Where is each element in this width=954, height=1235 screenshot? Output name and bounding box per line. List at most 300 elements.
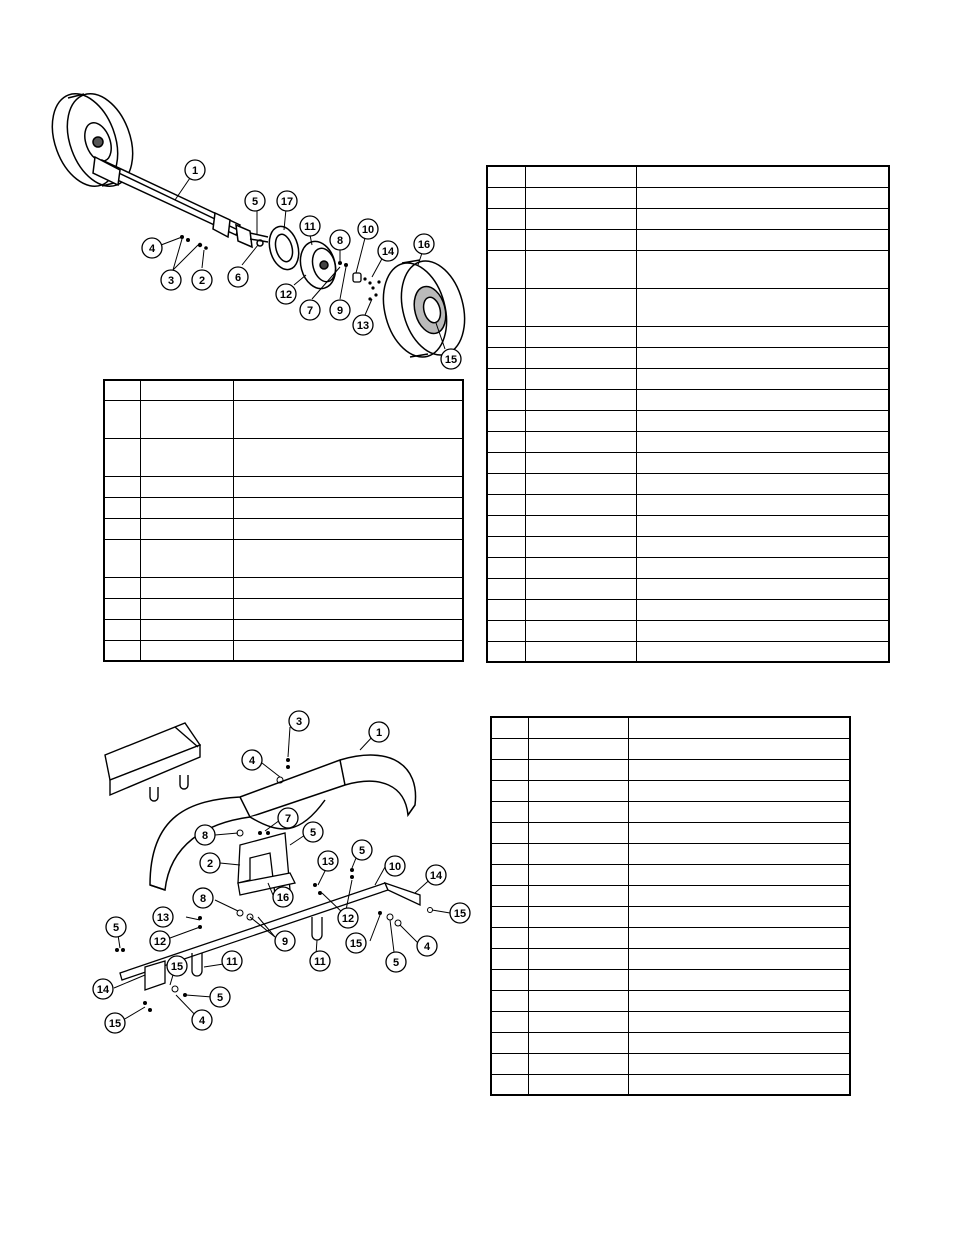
svg-text:14: 14: [429, 870, 443, 882]
axle-left-row: [104, 400, 463, 438]
item-cell: [487, 536, 525, 557]
fender-callout-5c: [106, 917, 126, 937]
axle-left-row: [104, 640, 463, 661]
part-number-cell: [528, 759, 628, 780]
fender-row: [491, 864, 850, 885]
part-number-cell: [140, 577, 233, 598]
item-cell: [487, 326, 525, 347]
item-cell: [487, 166, 525, 187]
axle-left-row: [104, 438, 463, 476]
fender-callout-4b: [417, 936, 437, 956]
callout-12: [276, 284, 296, 304]
svg-text:6: 6: [234, 272, 242, 284]
right-tire: [374, 254, 475, 364]
fender-diagram-svg: [90, 705, 480, 1040]
axle-parts-table-right: [486, 165, 890, 663]
axle-right-row: [487, 431, 889, 452]
description-cell: [636, 557, 889, 578]
part-number-cell: [525, 557, 636, 578]
description-cell: [636, 166, 889, 187]
description-cell: [636, 641, 889, 662]
fender-callout-15b: [346, 933, 366, 953]
svg-text:4: 4: [198, 1015, 206, 1027]
item-cell: [487, 557, 525, 578]
part-number-cell: [528, 1074, 628, 1095]
fender-row: [491, 885, 850, 906]
item-cell: [491, 717, 528, 738]
description-cell: [628, 843, 850, 864]
axle-right-row: [487, 578, 889, 599]
callout-14: [378, 241, 398, 261]
part-number-cell: [525, 229, 636, 250]
svg-text:5: 5: [216, 992, 224, 1004]
part-number-cell: [528, 780, 628, 801]
fender-row: [491, 780, 850, 801]
axle-right-row: [487, 326, 889, 347]
svg-text:8: 8: [199, 893, 207, 905]
item-cell: [491, 885, 528, 906]
part-number-cell: [528, 864, 628, 885]
fender-callout-10: [385, 856, 405, 876]
item-cell: [487, 368, 525, 389]
item-cell: [491, 822, 528, 843]
svg-text:5: 5: [309, 827, 317, 839]
axle-right-row: [487, 494, 889, 515]
axle-right-row: [487, 473, 889, 494]
part-number-cell: [525, 250, 636, 288]
fender-callout-16: [273, 887, 293, 907]
item-cell: [104, 619, 140, 640]
description-cell: [233, 380, 463, 400]
fender-callout-14: [426, 865, 446, 885]
part-number-cell: [528, 948, 628, 969]
svg-text:14: 14: [96, 984, 110, 996]
fender-row: [491, 738, 850, 759]
fender-callout-5: [303, 822, 323, 842]
description-cell: [636, 347, 889, 368]
svg-text:2: 2: [198, 275, 206, 287]
svg-text:9: 9: [281, 936, 289, 948]
item-cell: [491, 927, 528, 948]
item-cell: [491, 1074, 528, 1095]
fender-row: [491, 801, 850, 822]
svg-text:12: 12: [341, 913, 355, 925]
svg-text:11: 11: [304, 221, 316, 233]
axle-left-row: [104, 380, 463, 400]
part-number-cell: [525, 620, 636, 641]
fender-exploded-diagram: [90, 705, 480, 1040]
description-cell: [233, 518, 463, 539]
item-cell: [491, 1011, 528, 1032]
description-cell: [636, 288, 889, 326]
callout-4: [142, 238, 162, 258]
fender-callout-11b: [310, 951, 330, 971]
item-cell: [491, 738, 528, 759]
description-cell: [636, 389, 889, 410]
part-number-cell: [525, 288, 636, 326]
item-cell: [104, 598, 140, 619]
callout-5: [245, 191, 265, 211]
fender-row: [491, 906, 850, 927]
item-cell: [491, 948, 528, 969]
description-cell: [628, 759, 850, 780]
svg-text:9: 9: [336, 305, 344, 317]
part-number-cell: [525, 431, 636, 452]
axle-right-row: [487, 557, 889, 578]
fender-callout-5d: [386, 952, 406, 972]
svg-text:10: 10: [388, 861, 402, 873]
axle-table-left-body: [104, 380, 463, 661]
item-cell: [487, 494, 525, 515]
description-cell: [628, 1074, 850, 1095]
description-cell: [628, 948, 850, 969]
part-number-cell: [528, 738, 628, 759]
item-cell: [104, 518, 140, 539]
axle-right-row: [487, 347, 889, 368]
part-number-cell: [140, 400, 233, 438]
part-number-cell: [140, 380, 233, 400]
fender-row: [491, 990, 850, 1011]
svg-text:7: 7: [306, 305, 314, 317]
part-number-cell: [140, 438, 233, 476]
description-cell: [233, 438, 463, 476]
part-number-cell: [140, 539, 233, 577]
description-cell: [628, 864, 850, 885]
svg-text:15: 15: [453, 908, 467, 920]
fender-row: [491, 1053, 850, 1074]
part-number-cell: [525, 347, 636, 368]
item-cell: [487, 641, 525, 662]
fender-row: [491, 948, 850, 969]
svg-text:15: 15: [349, 938, 363, 950]
description-cell: [636, 620, 889, 641]
fender-callout-4c: [192, 1010, 212, 1030]
svg-text:4: 4: [248, 755, 256, 767]
part-number-cell: [528, 1011, 628, 1032]
fender-callout-15d: [105, 1013, 125, 1033]
item-cell: [491, 1032, 528, 1053]
callout-15: [441, 349, 461, 369]
description-cell: [636, 368, 889, 389]
part-number-cell: [140, 476, 233, 497]
part-number-cell: [525, 452, 636, 473]
part-number-cell: [140, 619, 233, 640]
part-number-cell: [528, 990, 628, 1011]
part-number-cell: [525, 515, 636, 536]
part-number-cell: [525, 641, 636, 662]
fender-callout-14b: [93, 979, 113, 999]
part-number-cell: [525, 599, 636, 620]
description-cell: [233, 598, 463, 619]
fender-callout-13b: [153, 907, 173, 927]
axle-right-row: [487, 250, 889, 288]
description-cell: [636, 494, 889, 515]
description-cell: [636, 250, 889, 288]
callout-1: [185, 160, 205, 180]
part-number-cell: [528, 1053, 628, 1074]
svg-text:7: 7: [284, 813, 292, 825]
axle-left-row: [104, 539, 463, 577]
fender-row: [491, 1032, 850, 1053]
fender-callout-8: [195, 825, 215, 845]
axle-exploded-diagram: [40, 85, 480, 375]
item-cell: [487, 250, 525, 288]
fender-callout-8b: [193, 888, 213, 908]
fender-callout-4: [242, 750, 262, 770]
part-number-cell: [525, 494, 636, 515]
description-cell: [628, 885, 850, 906]
part-number-cell: [140, 518, 233, 539]
svg-text:11: 11: [314, 956, 326, 968]
part-number-cell: [525, 187, 636, 208]
axle-right-row: [487, 208, 889, 229]
fender-row: [491, 969, 850, 990]
item-cell: [487, 389, 525, 410]
description-cell: [636, 326, 889, 347]
item-cell: [487, 208, 525, 229]
item-cell: [104, 400, 140, 438]
item-cell: [104, 640, 140, 661]
description-cell: [233, 619, 463, 640]
fender-mount-bracket: [238, 833, 295, 895]
callout-8: [330, 230, 350, 250]
description-cell: [628, 1011, 850, 1032]
part-number-cell: [528, 822, 628, 843]
fender-callout-2: [200, 853, 220, 873]
trailer-frame: [105, 723, 200, 801]
fender-row: [491, 1074, 850, 1095]
fender-row: [491, 1011, 850, 1032]
svg-text:4: 4: [423, 941, 431, 953]
axle-tube: [93, 157, 268, 247]
axle-left-row: [104, 619, 463, 640]
description-cell: [636, 208, 889, 229]
svg-text:5: 5: [112, 922, 120, 934]
item-cell: [487, 347, 525, 368]
description-cell: [628, 1032, 850, 1053]
axle-right-row: [487, 187, 889, 208]
description-cell: [233, 497, 463, 518]
fender-table-body: [491, 717, 850, 1095]
description-cell: [233, 577, 463, 598]
item-cell: [491, 843, 528, 864]
part-number-cell: [525, 578, 636, 599]
svg-text:15: 15: [444, 354, 458, 366]
item-cell: [487, 515, 525, 536]
item-cell: [487, 452, 525, 473]
description-cell: [628, 822, 850, 843]
svg-text:4: 4: [148, 243, 156, 255]
item-cell: [491, 990, 528, 1011]
description-cell: [233, 476, 463, 497]
item-cell: [487, 187, 525, 208]
svg-text:5: 5: [251, 196, 259, 208]
callout-16: [414, 234, 434, 254]
axle-left-row: [104, 497, 463, 518]
part-number-cell: [528, 843, 628, 864]
axle-right-row: [487, 620, 889, 641]
callout-10: [358, 219, 378, 239]
svg-text:15: 15: [108, 1018, 122, 1030]
svg-text:13: 13: [321, 856, 335, 868]
item-cell: [491, 801, 528, 822]
svg-text:5: 5: [358, 845, 366, 857]
fender-callout-3: [289, 711, 309, 731]
item-cell: [104, 497, 140, 518]
axle-right-row: [487, 229, 889, 250]
description-cell: [636, 536, 889, 557]
item-cell: [487, 578, 525, 599]
item-cell: [487, 288, 525, 326]
item-cell: [491, 780, 528, 801]
callout-7: [300, 300, 320, 320]
part-number-cell: [140, 497, 233, 518]
description-cell: [636, 431, 889, 452]
part-number-cell: [528, 885, 628, 906]
description-cell: [628, 990, 850, 1011]
item-cell: [104, 476, 140, 497]
svg-text:12: 12: [279, 289, 293, 301]
part-number-cell: [525, 473, 636, 494]
part-number-cell: [525, 410, 636, 431]
part-number-cell: [528, 801, 628, 822]
description-cell: [233, 400, 463, 438]
svg-text:3: 3: [295, 716, 303, 728]
svg-text:13: 13: [156, 912, 170, 924]
item-cell: [104, 380, 140, 400]
axle-left-row: [104, 476, 463, 497]
description-cell: [636, 473, 889, 494]
fender-callout-15c: [167, 956, 187, 976]
svg-text:8: 8: [201, 830, 209, 842]
callout-9: [330, 300, 350, 320]
fender-callout-15: [450, 903, 470, 923]
item-cell: [104, 438, 140, 476]
svg-text:17: 17: [280, 196, 294, 208]
description-cell: [628, 1053, 850, 1074]
description-cell: [636, 578, 889, 599]
axle-diagram-svg: [40, 85, 480, 375]
callout-2: [192, 270, 212, 290]
item-cell: [487, 410, 525, 431]
fender-callout-7: [278, 808, 298, 828]
svg-text:16: 16: [417, 239, 431, 251]
description-cell: [233, 539, 463, 577]
description-cell: [636, 599, 889, 620]
callout-13: [353, 315, 373, 335]
callout-6: [228, 267, 248, 287]
description-cell: [628, 801, 850, 822]
item-cell: [487, 473, 525, 494]
axle-right-row: [487, 515, 889, 536]
fender-callout-5b: [352, 840, 372, 860]
callout-17: [277, 191, 297, 211]
part-number-cell: [528, 927, 628, 948]
item-cell: [104, 539, 140, 577]
item-cell: [487, 431, 525, 452]
fender-row: [491, 927, 850, 948]
item-cell: [487, 620, 525, 641]
description-cell: [636, 187, 889, 208]
part-number-cell: [525, 389, 636, 410]
part-number-cell: [525, 368, 636, 389]
item-cell: [487, 229, 525, 250]
description-cell: [636, 410, 889, 431]
description-cell: [628, 906, 850, 927]
axle-right-row: [487, 452, 889, 473]
part-number-cell: [528, 906, 628, 927]
axle-left-row: [104, 598, 463, 619]
svg-text:2: 2: [206, 858, 214, 870]
part-number-cell: [528, 1032, 628, 1053]
part-number-cell: [528, 717, 628, 738]
brake-backing-plate: [265, 223, 303, 273]
description-cell: [628, 927, 850, 948]
description-cell: [233, 640, 463, 661]
svg-text:3: 3: [167, 275, 175, 287]
axle-table-right-body: [487, 166, 889, 662]
fender-row: [491, 822, 850, 843]
fender-row: [491, 843, 850, 864]
axle-left-row: [104, 577, 463, 598]
svg-text:13: 13: [356, 320, 370, 332]
axle-right-row: [487, 641, 889, 662]
callout-3: [161, 270, 181, 290]
svg-text:10: 10: [361, 224, 375, 236]
item-cell: [491, 1053, 528, 1074]
part-number-cell: [140, 640, 233, 661]
svg-text:5: 5: [392, 957, 400, 969]
fender-row: [491, 759, 850, 780]
fender-callout-9: [275, 931, 295, 951]
part-number-cell: [525, 208, 636, 229]
description-cell: [628, 717, 850, 738]
svg-text:14: 14: [381, 246, 395, 258]
fender-callout-12: [338, 908, 358, 928]
svg-text:1: 1: [375, 727, 383, 739]
part-number-cell: [525, 536, 636, 557]
part-number-cell: [528, 969, 628, 990]
fender-callout-12b: [150, 931, 170, 951]
description-cell: [628, 780, 850, 801]
item-cell: [491, 969, 528, 990]
axle-right-row: [487, 389, 889, 410]
axle-right-row: [487, 536, 889, 557]
description-cell: [636, 229, 889, 250]
description-cell: [628, 969, 850, 990]
part-number-cell: [140, 598, 233, 619]
part-number-cell: [525, 166, 636, 187]
axle-right-row: [487, 288, 889, 326]
description-cell: [636, 515, 889, 536]
svg-text:11: 11: [226, 956, 238, 968]
svg-text:12: 12: [153, 936, 167, 948]
item-cell: [491, 906, 528, 927]
svg-text:8: 8: [336, 235, 344, 247]
axle-right-row: [487, 166, 889, 187]
fender-parts-table: [490, 716, 851, 1096]
axle-parts-table-left: [103, 379, 464, 662]
fender-callout-13: [318, 851, 338, 871]
axle-left-row: [104, 518, 463, 539]
svg-text:1: 1: [191, 165, 199, 177]
svg-text:16: 16: [276, 892, 290, 904]
fender-callout-1: [369, 722, 389, 742]
fender-row: [491, 717, 850, 738]
item-cell: [491, 759, 528, 780]
part-number-cell: [525, 326, 636, 347]
callout-11: [300, 216, 320, 236]
